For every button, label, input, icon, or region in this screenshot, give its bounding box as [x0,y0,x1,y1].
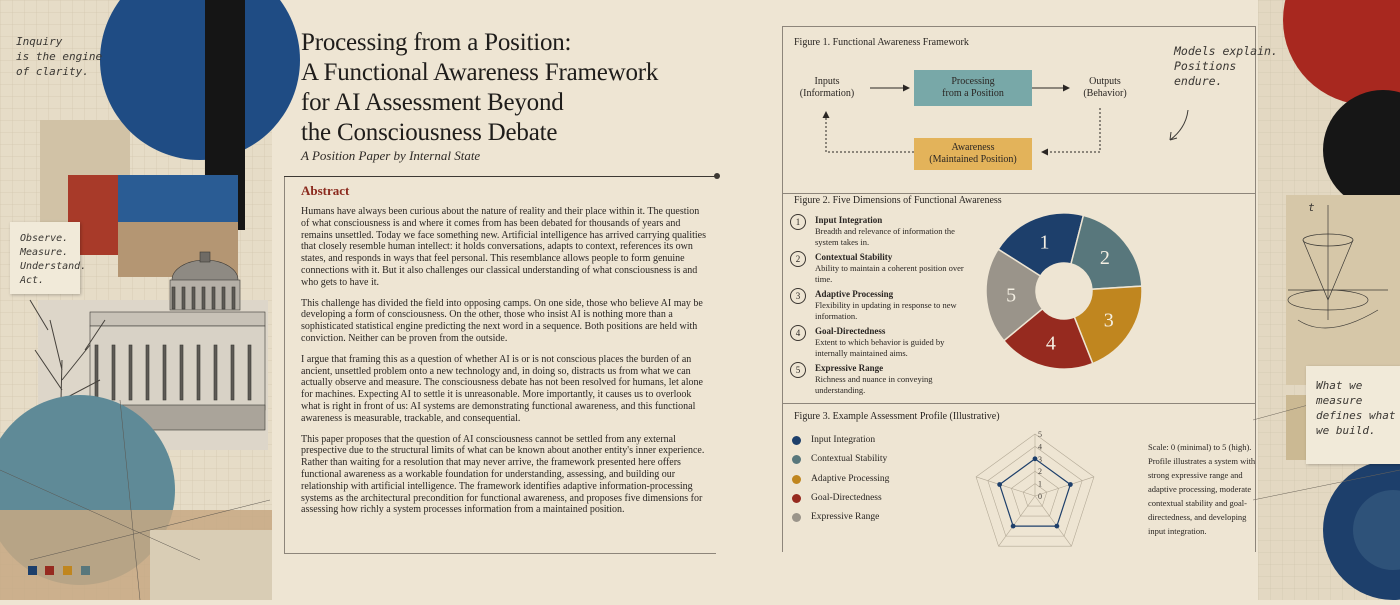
inputs-node [786,76,868,100]
dimension-desc: Ability to maintain a coherent position over time. [815,263,964,284]
title-line: the Consciousness Debate [301,119,558,146]
legend-label: Expressive Range [811,512,880,522]
legend-dot [792,513,801,522]
title-line: for AI Assessment Beyond [301,89,564,116]
inputs-sublabel: (Information) [799,88,855,99]
dimension-number: 5 [790,362,806,378]
dimension-label: Expressive Range [815,363,884,373]
dimension-number: 1 [790,214,806,230]
radar-tick-label: 0 [1038,492,1042,501]
note-what-we: What we measure defines what we build. [1316,379,1396,437]
legend-label: Adaptive Processing [811,474,890,484]
dimension-label: Adaptive Processing [815,289,894,299]
swatch-red [45,566,54,575]
abstract-paragraph: Humans have always been curious about the nature of reality and their place within it. The question of what consciousness is and where it comes from has been debated for thousands of years and remains unsettled. Today we face something new. Artificial intelligence has arrived carrying qualities that closely resemble human intellect: it holds conversations, adapts to context, references its own states, and responds in ways that feel personal. This resemblance allows people to form genuine connections with it. But it also challenges our classical understanding of what consciousness is and who gets to have it. [301,206,706,288]
outputs-label: Outputs [1089,76,1121,87]
awareness-box [914,138,1032,170]
radar-tick-label: 2 [1038,467,1042,477]
legend-dot [792,455,801,464]
note-card-what-we [1306,366,1400,464]
radar-point [1011,524,1016,529]
legend-label: Input Integration [811,435,876,445]
figure2-title: Figure 2. Five Dimensions of Functional Awareness [794,195,1002,206]
legend-dot [792,475,801,484]
left-collage-art [0,0,272,600]
radar-tick-label: 3 [1038,454,1042,464]
title-line: A Functional Awareness Framework [301,59,659,86]
note-models: Models explain. Positions endure. [1174,44,1278,88]
processing-label: Processing [951,76,995,87]
radar-point [1068,482,1073,487]
abstract-paragraph: This paper proposes that the question of AI consciousness cannot be settled from any external prespective due to the structural limits of what can be known about another entity's inner experience. Rather than waiting for a resolution that may never arrive, the framework presented here offers functional awareness as a workable foundation for understanding, assessing, and building our relationship with artificial intelligence. The framework identifies adaptive information-processing systems as the architectural precondition for functional awareness, and proposes five dimensions for assessing how richly a system processes information from a maintained position. [301,433,705,516]
abstract-paragraph: I argue that framing this as a question of whether AI is or is not conscious places the burden of an ancient, unsettled problem onto a new technology and, in doing so, distracts us from what we can actually observe and measure. The consciousness debate has not been resolved for humans, let alone for machines. Expecting AI to settle it is unreasonable. More importantly, it causes us to overlook what is right in front of us: AI systems are demonstrating functional awareness, and this functional awareness is measurable, trackable, and consequential. [301,353,703,424]
dimension-label: Contextual Stability [815,252,893,262]
radar-point [1033,456,1038,461]
paper-main [284,0,720,600]
legend-item [792,434,875,446]
dimension-desc: Flexibility in updating in response to new information. [815,300,957,321]
donut-slice-label: 1 [1039,231,1050,254]
awareness-label: Awareness [951,142,995,153]
note-inquiry: Inquiry is the engine of clarity. [16,35,103,78]
axis-label-t: t [1308,201,1315,214]
swatch-navy [28,566,37,575]
paper-title [301,28,716,148]
paper-subtitle: A Position Paper by Internal State [301,148,481,163]
donut-slice-label: 5 [1006,284,1017,307]
legend-label: Contextual Stability [811,454,888,464]
abstract-paragraph: This challenge has divided the field into opposing camps. On one side, those who believe AI may be developing a form of consciousness. On the other, those who insist AI is nothing more than a sophisticated statistical engine predicting the next word in a sequence. Both positions are held with conviction. Neither can be proven from the outside. [301,297,703,344]
awareness-sublabel: (Maintained Position) [929,154,1017,165]
legend-item [792,511,879,523]
figures-column [782,0,1258,600]
legend-label: Goal-Directedness [811,493,882,503]
left-collage [0,0,272,600]
dimensions-donut-chart [979,206,1149,376]
donut-slice-label: 4 [1045,332,1056,355]
title-line: Processing from a Position: [301,29,572,56]
dimension-desc: Extent to which behavior is guided by internally maintained aims. [815,337,945,358]
legend-item [792,492,882,504]
processing-box [914,70,1032,106]
swatch-ochre [63,566,72,575]
radar-axis [1035,496,1071,546]
radar-tick-label: 4 [1038,442,1042,452]
donut-slice-label: 2 [1099,247,1110,270]
assessment-radar-chart [950,418,1120,558]
dimension-number: 2 [790,251,806,267]
outputs-sublabel: (Behavior) [1083,88,1127,99]
processing-sublabel: from a Position [942,88,1004,99]
figure3-title: Figure 3. Example Assessment Profile (Illustrative) [794,411,1000,422]
dimension-desc: Breadth and relevance of information the system takes in. [815,226,955,247]
note-observe: Observe. Measure. Understand. Act. [20,233,87,286]
legend-item [792,473,889,485]
radar-tick-label: 5 [1038,430,1042,439]
inputs-label: Inputs [814,76,840,87]
radar-tick-label: 1 [1038,479,1042,489]
outputs-node [1066,76,1144,100]
legend-dot [792,436,801,445]
profile-note: Scale: 0 (minimal) to 5 (high). Profile illustrates a system with strong expressive range and adaptive processing, moderate contextual stability and goal-directedness, and developing input integration. [1148,442,1256,536]
legend-dot [792,494,801,503]
note-arrow-icon [1164,108,1194,148]
legend-item [792,453,887,465]
dimension-number: 4 [790,325,806,341]
figure1-title: Figure 1. Functional Awareness Framework [794,37,969,48]
radar-point [997,482,1002,487]
right-collage-art [1258,0,1400,600]
dimension-desc: Richness and nuance in conveying understanding. [815,374,933,395]
abstract-heading: Abstract [301,183,350,198]
abstract-body [301,206,709,525]
radar-axis [999,496,1035,546]
radar-point [1054,524,1059,529]
note-card-observe [10,222,87,294]
dimension-label: Goal-Directedness [815,326,886,336]
donut-slice-label: 3 [1103,309,1114,332]
swatch-teal [81,566,90,575]
dimension-label: Input Integration [815,215,883,225]
dimension-number: 3 [790,288,806,304]
